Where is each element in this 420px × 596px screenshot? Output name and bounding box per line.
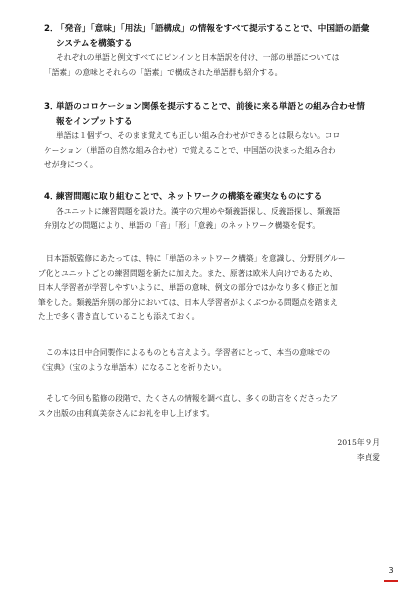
body-line: ケーション（単語の自然な組み合わせ）で覚えることで、中国語の決まった組み合わ	[44, 145, 336, 155]
section-title-line1: 「発音」「意味」「用法」「語構成」の情報をすべて提示することで、中国語の語彙	[56, 24, 370, 34]
section-body	[44, 129, 384, 173]
para-line: そして今回も監修の段階で、たくさんの情報を調べ直し、多くの助言をくださったア	[46, 394, 338, 403]
paragraph-supervision	[38, 252, 384, 325]
para-line: プ化とユニットごとの練習問題を新たに加えた。また、原著は欧米人向けであるため、	[38, 268, 338, 278]
para-line: スク出版の由利真美奈さんにお礼を申し上げます。	[38, 408, 215, 418]
section-heading-cont	[44, 37, 384, 52]
signature-author: 李貞愛	[356, 452, 380, 462]
para-line: 筆をした。類義語弁別の部分においては、日本人学習者がよくぶつかる問題点を踏まえ	[38, 297, 338, 307]
para-line: 日本人学習者が学習しやすいように、単語の意味、例文の部分ではかなり多く修正と加	[38, 283, 338, 292]
section-title-line2: 報をインプットする	[56, 116, 133, 127]
section-title-line1: 練習問題に取り組むことで、ネットワークの構築を確実なものにする	[56, 192, 323, 202]
body-line: 単語は１個ずつ、そのまま覚えても正しい組み合わせができるとは限らない。コロ	[56, 131, 341, 140]
section-4	[44, 190, 384, 234]
para-line: た上で多く書き直していることも添えておく。	[38, 312, 200, 321]
paragraph-collaboration	[38, 346, 384, 375]
para-line: 日本語版監修にあたっては、特に「単語のネットワーク構築」を意識し、分野別グルー	[46, 254, 346, 263]
page-number: 3	[388, 566, 394, 575]
signature-date: 2015年９月	[337, 438, 380, 447]
para-line: 《宝典》（宝のような単語本）になることを祈りたい。	[38, 362, 227, 372]
page-number-rule	[384, 580, 398, 582]
body-line: 各ユニットに練習問題を設けた。漢字の穴埋めや類義語探し、反義語探し、類義語	[56, 206, 341, 216]
section-heading	[44, 190, 384, 205]
section-title-line1: 単語のコロケーション関係を提示することで、前後に来る単語との組み合わせ情	[56, 102, 365, 112]
paragraph-thanks	[38, 392, 384, 421]
section-2	[44, 22, 384, 80]
body-line: 「語素」の意味とそれらの「語素」で構成された単語群も紹介する。	[44, 67, 283, 77]
body-line: せが身につく。	[44, 160, 98, 169]
signature-block	[280, 436, 380, 465]
body-line: 弁別などの問題により、単語の「音」「形」「意義」のネットワーク構築を促す。	[44, 221, 321, 230]
section-body	[44, 205, 384, 234]
section-heading	[44, 22, 384, 37]
section-3	[44, 100, 384, 173]
section-number: 4．	[44, 192, 59, 202]
section-heading	[44, 100, 384, 115]
section-title-line2: システムを構築する	[56, 38, 133, 49]
para-line: この本は日中合同製作によるものとも言えよう。学習者にとって、本当の意味での	[46, 348, 331, 357]
section-heading-cont	[44, 115, 384, 130]
section-number: 3．	[44, 102, 59, 112]
body-line: それぞれの単語と例文すべてにピンインと日本語訳を付け、一部の単語については	[56, 53, 340, 62]
section-body	[44, 51, 384, 80]
section-number: 2．	[44, 24, 59, 34]
